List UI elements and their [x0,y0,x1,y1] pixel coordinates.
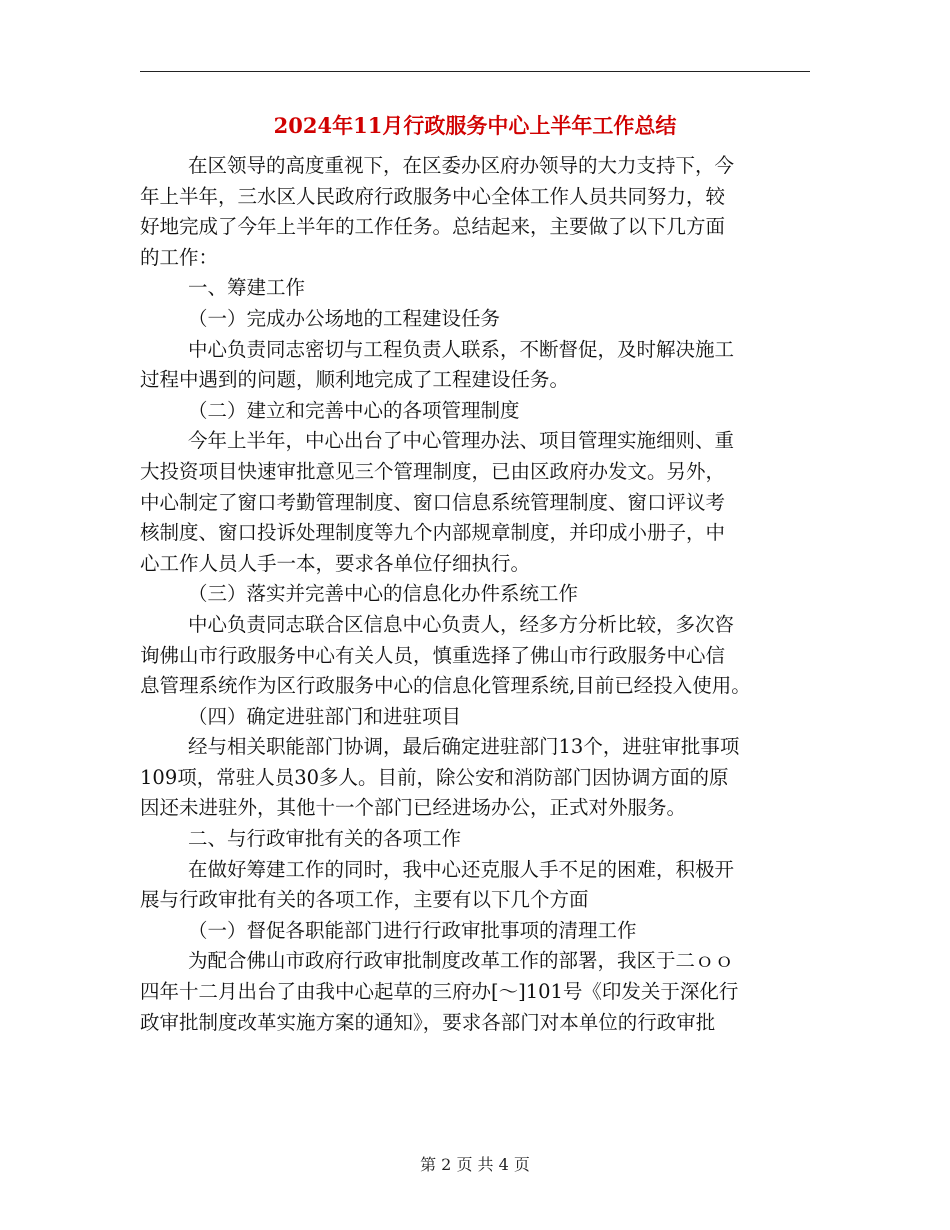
paragraph-line: 好地完成了今年上半年的工作任务。总结起来，主要做了以下几方面 [140,215,726,239]
paragraph-line: 息管理系统作为区行政服务中心的信息化管理系统,目前已经投入使用。 [140,674,751,698]
paragraph-line: 109项，常驻人员30多人。目前，除公安和消防部门因协调方面的原 [140,765,729,789]
subsection-heading: （三）落实并完善中心的信息化办件系统工作 [188,582,579,606]
paragraph-line: 核制度、窗口投诉处理制度等九个内部规章制度，并印成小册子，中 [140,521,726,545]
paragraph-line: 展与行政审批有关的各项工作，主要有以下几个方面 [140,888,589,912]
paragraph-line: 的工作： [140,245,219,269]
paragraph-line: 中心负责同志联合区信息中心负责人，经多方分析比较，多次咨 [188,612,735,636]
subsection-heading: （一）督促各职能部门进行行政审批事项的清理工作 [188,918,637,942]
paragraph-line: 中心制定了窗口考勤管理制度、窗口信息系统管理制度、窗口评议考 [140,490,726,514]
paragraph-line: 四年十二月出台了由我中心起草的三府办[～]101号《印发关于深化行 [140,980,739,1004]
paragraph-line: 过程中遇到的问题，顺利地完成了工程建设任务。 [140,368,570,392]
paragraph-line: 在区领导的高度重视下，在区委办区府办领导的大力支持下，今 [188,154,735,177]
subsection-heading: （二）建立和完善中心的各项管理制度 [188,398,520,422]
paragraph-line: 今年上半年，中心出台了中心管理办法、项目管理实施细则、重 [188,429,735,453]
paragraph-line: 为配合佛山市政府行政审批制度改革工作的部署，我区于二ｏｏ [188,949,735,973]
paragraph-line: 大投资项目快速审批意见三个管理制度，已由区政府办发文。另外， [140,459,726,483]
document-title: 2024年11月行政服务中心上半年工作总结 [273,113,677,138]
section-heading: 一、筹建工作 [188,276,306,300]
section-heading: 二、与行政审批有关的各项工作 [188,827,462,851]
paragraph-line: 因还未进驻外，其他十一个部门已经进场办公，正式对外服务。 [140,796,687,820]
paragraph-line: 经与相关职能部门协调，最后确定进驻部门13个，进驻审批事项 [188,735,740,759]
paragraph-line: 询佛山市行政服务中心有关人员，慎重选择了佛山市行政服务中心信 [140,643,726,667]
paragraph-line: 年上半年，三水区人民政府行政服务中心全体工作人员共同努力，较 [140,184,726,208]
subsection-heading: （四）确定进驻部门和进驻项目 [188,704,462,728]
paragraph-line: 政审批制度改革实施方案的通知》，要求各部门对本单位的行政审批 [140,1010,716,1034]
subsection-heading: （一）完成办公场地的工程建设任务 [188,306,501,330]
paragraph-line: 中心负责同志密切与工程负责人联系，不断督促，及时解决施工 [188,337,735,361]
page-number-footer: 第 2 页 共 4 页 [420,1155,530,1174]
header-rule [140,71,810,72]
paragraph-line: 心工作人员人手一本，要求各单位仔细执行。 [140,551,531,575]
document-body [140,151,810,1038]
paragraph-line: 在做好筹建工作的同时，我中心还克服人手不足的困难，积极开 [188,857,735,881]
